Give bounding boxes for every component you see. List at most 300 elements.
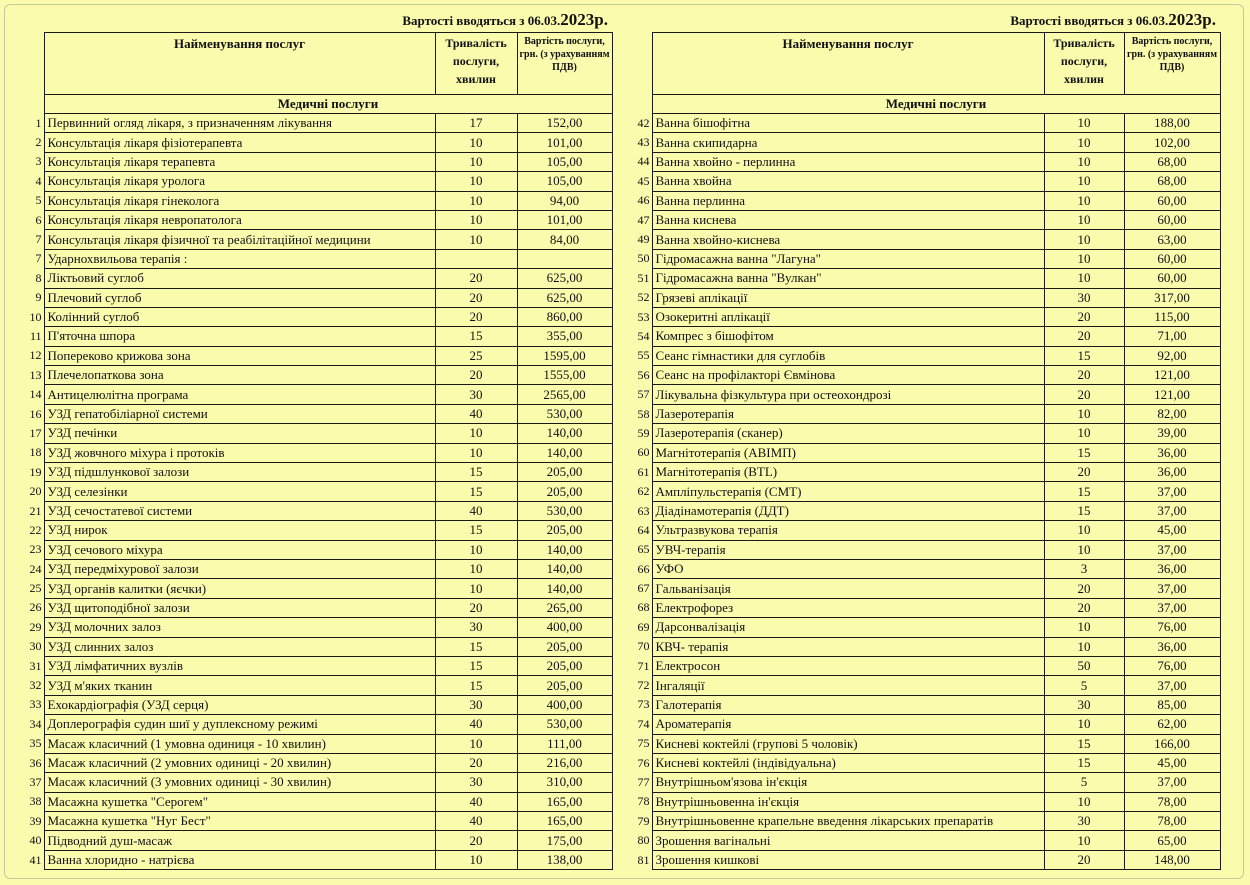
price-value: 216,00 bbox=[517, 753, 612, 772]
number-column-header bbox=[630, 33, 652, 95]
duration-value: 20 bbox=[1044, 579, 1124, 598]
table-row bbox=[630, 463, 1220, 482]
duration-value: 20 bbox=[1044, 385, 1124, 404]
table-row bbox=[20, 172, 612, 191]
row-number: 33 bbox=[29, 697, 42, 712]
service-name: Консультація лікаря невропатолога bbox=[44, 210, 435, 229]
service-name: Гальванізація bbox=[652, 579, 1044, 598]
duration-value: 10 bbox=[1044, 831, 1124, 850]
row-number: 36 bbox=[29, 755, 42, 770]
table-row bbox=[20, 734, 612, 753]
table-row bbox=[20, 482, 612, 501]
duration-value: 10 bbox=[1044, 133, 1124, 152]
table-row bbox=[20, 443, 612, 462]
table-row bbox=[630, 753, 1220, 772]
duration-value: 15 bbox=[435, 676, 517, 695]
row-number: 54 bbox=[637, 328, 650, 343]
service-name: Кисневі коктейлі (індівідуальна) bbox=[652, 753, 1044, 772]
duration-value: 10 bbox=[1044, 210, 1124, 229]
duration-value: 30 bbox=[435, 695, 517, 714]
service-name: Консультація лікаря фізичної та реабілітаційної медицини bbox=[44, 230, 435, 249]
price-value: 101,00 bbox=[517, 210, 612, 229]
price-value: 68,00 bbox=[1124, 172, 1220, 191]
price-value: 101,00 bbox=[517, 133, 612, 152]
row-number: 77 bbox=[637, 774, 650, 789]
duration-value: 30 bbox=[435, 618, 517, 637]
price-value: 82,00 bbox=[1124, 404, 1220, 423]
service-name: Магнітотерапія (АВІМП) bbox=[652, 443, 1044, 462]
service-name: Консультація лікаря уролога bbox=[44, 172, 435, 191]
price-value: 76,00 bbox=[1124, 656, 1220, 675]
duration-value: 20 bbox=[1044, 598, 1124, 617]
header-price: Вартість послуги, грн. (з урахуванням ПДВ) bbox=[517, 33, 612, 95]
row-number: 18 bbox=[29, 445, 42, 460]
price-value: 94,00 bbox=[517, 191, 612, 210]
price-value: 37,00 bbox=[1124, 598, 1220, 617]
duration-value: 15 bbox=[435, 656, 517, 675]
row-number: 6 bbox=[35, 212, 42, 227]
row-number: 39 bbox=[29, 813, 42, 828]
service-name: Ванна хвойна bbox=[652, 172, 1044, 191]
service-name: Масажна кушетка "Серогем" bbox=[44, 792, 435, 811]
price-value: 36,00 bbox=[1124, 443, 1220, 462]
price-value: 121,00 bbox=[1124, 385, 1220, 404]
price-value: 111,00 bbox=[517, 734, 612, 753]
duration-value: 15 bbox=[1044, 443, 1124, 462]
price-value: 148,00 bbox=[1124, 850, 1220, 869]
table-row bbox=[20, 773, 612, 792]
duration-value: 50 bbox=[1044, 656, 1124, 675]
row-number: 22 bbox=[29, 522, 42, 537]
row-number: 11 bbox=[29, 328, 42, 343]
service-name: Ванна хвойно-киснева bbox=[652, 230, 1044, 249]
service-name: Ехокардіографія (УЗД серця) bbox=[44, 695, 435, 714]
table-row bbox=[630, 346, 1220, 365]
duration-value: 10 bbox=[1044, 191, 1124, 210]
row-number: 79 bbox=[637, 813, 650, 828]
effective-date-left bbox=[20, 8, 612, 32]
table-row bbox=[630, 598, 1220, 617]
row-number: 78 bbox=[637, 794, 650, 809]
service-name: Дарсонвалізація bbox=[652, 618, 1044, 637]
row-number: 19 bbox=[29, 464, 42, 479]
price-value: 140,00 bbox=[517, 443, 612, 462]
table-row bbox=[630, 715, 1220, 734]
service-name: Сеанс гімнастики для суглобів bbox=[652, 346, 1044, 365]
price-value: 115,00 bbox=[1124, 307, 1220, 326]
service-name: Компрес з бішофітом bbox=[652, 327, 1044, 346]
duration-value: 20 bbox=[435, 288, 517, 307]
row-number: 76 bbox=[637, 755, 650, 770]
service-name: Зрошення вагінальні bbox=[652, 831, 1044, 850]
duration-value: 10 bbox=[1044, 404, 1124, 423]
table-row bbox=[20, 618, 612, 637]
table-row bbox=[20, 850, 612, 869]
table-row bbox=[20, 288, 612, 307]
row-number: 41 bbox=[29, 852, 42, 867]
duration-value: 30 bbox=[435, 385, 517, 404]
price-value: 400,00 bbox=[517, 695, 612, 714]
duration-value: 40 bbox=[435, 812, 517, 831]
price-value: 60,00 bbox=[1124, 210, 1220, 229]
price-value: 45,00 bbox=[1124, 521, 1220, 540]
row-number: 17 bbox=[29, 425, 42, 440]
row-number: 47 bbox=[637, 212, 650, 227]
service-name: Ударнохвильова терапія : bbox=[44, 249, 435, 268]
service-name: Лікувальна фізкультура при остеохондрозі bbox=[652, 385, 1044, 404]
row-number: 37 bbox=[29, 774, 42, 789]
price-value: 37,00 bbox=[1124, 482, 1220, 501]
service-name: Масаж класичний (1 умовна одиниця - 10 хвилин) bbox=[44, 734, 435, 753]
table-row bbox=[630, 559, 1220, 578]
table-row bbox=[630, 191, 1220, 210]
service-name: Сеанс на профілакторі Євмінова bbox=[652, 366, 1044, 385]
table-row bbox=[630, 637, 1220, 656]
price-value: 530,00 bbox=[517, 715, 612, 734]
row-number: 42 bbox=[637, 115, 650, 130]
row-number: 62 bbox=[637, 484, 650, 499]
price-value: 530,00 bbox=[517, 501, 612, 520]
table-row bbox=[20, 559, 612, 578]
duration-value: 20 bbox=[435, 307, 517, 326]
service-name: УЗД щитоподібної залози bbox=[44, 598, 435, 617]
price-value: 152,00 bbox=[517, 114, 612, 133]
duration-value: 20 bbox=[1044, 463, 1124, 482]
duration-value: 20 bbox=[435, 598, 517, 617]
duration-value: 10 bbox=[1044, 540, 1124, 559]
row-number: 14 bbox=[29, 387, 42, 402]
price-value: 188,00 bbox=[1124, 114, 1220, 133]
duration-value: 30 bbox=[435, 773, 517, 792]
duration-value: 40 bbox=[435, 792, 517, 811]
row-number: 34 bbox=[29, 716, 42, 731]
price-value: 1595,00 bbox=[517, 346, 612, 365]
table-row bbox=[630, 773, 1220, 792]
table-row bbox=[20, 404, 612, 423]
services-table-left bbox=[20, 32, 613, 870]
row-number: 2 bbox=[35, 135, 42, 150]
effective-date-year: 2023р. bbox=[1168, 10, 1216, 29]
row-number: 9 bbox=[35, 290, 42, 305]
service-name: Масаж класичний (3 умовних одиниці - 30 хвилин) bbox=[44, 773, 435, 792]
duration-value: 20 bbox=[435, 753, 517, 772]
price-value: 39,00 bbox=[1124, 424, 1220, 443]
price-value: 84,00 bbox=[517, 230, 612, 249]
table-row bbox=[20, 385, 612, 404]
duration-value: 10 bbox=[1044, 424, 1124, 443]
table-row bbox=[20, 269, 612, 288]
service-name: УЗД сечового міхура bbox=[44, 540, 435, 559]
service-name: Підводний душ-масаж bbox=[44, 831, 435, 850]
table-row bbox=[20, 327, 612, 346]
table-row bbox=[630, 443, 1220, 462]
price-value: 625,00 bbox=[517, 269, 612, 288]
service-name: УЗД передміхурової залози bbox=[44, 559, 435, 578]
duration-value: 40 bbox=[435, 404, 517, 423]
duration-value bbox=[435, 249, 517, 268]
row-number: 72 bbox=[637, 678, 650, 693]
row-number: 67 bbox=[637, 581, 650, 596]
row-number: 40 bbox=[29, 833, 42, 848]
price-value: 102,00 bbox=[1124, 133, 1220, 152]
table-row bbox=[20, 152, 612, 171]
section-title: Медичні послуги bbox=[44, 95, 612, 114]
row-number: 5 bbox=[35, 193, 42, 208]
table-header-row bbox=[20, 33, 612, 95]
service-name: Гідромасажна ванна "Лагуна" bbox=[652, 249, 1044, 268]
service-name: Внутрішньом'язова ін'єкція bbox=[652, 773, 1044, 792]
duration-value: 10 bbox=[1044, 172, 1124, 191]
table-row bbox=[20, 346, 612, 365]
service-name: Консультація лікаря фізіотерапевта bbox=[44, 133, 435, 152]
table-row bbox=[630, 734, 1220, 753]
service-name: Антицелюлітна програма bbox=[44, 385, 435, 404]
table-row bbox=[630, 676, 1220, 695]
row-number: 49 bbox=[637, 232, 650, 247]
price-value: 105,00 bbox=[517, 172, 612, 191]
service-name: Зрошення кишкові bbox=[652, 850, 1044, 869]
price-value: 71,00 bbox=[1124, 327, 1220, 346]
duration-value: 10 bbox=[435, 210, 517, 229]
row-number: 64 bbox=[637, 522, 650, 537]
table-row bbox=[630, 501, 1220, 520]
price-value: 205,00 bbox=[517, 637, 612, 656]
duration-value: 20 bbox=[435, 366, 517, 385]
price-value: 78,00 bbox=[1124, 792, 1220, 811]
duration-value: 10 bbox=[435, 579, 517, 598]
service-name: Ванна хлоридно - натрієва bbox=[44, 850, 435, 869]
header-service-name: Найменування послуг bbox=[44, 33, 435, 95]
row-number: 74 bbox=[637, 716, 650, 731]
service-name: Ароматерапія bbox=[652, 715, 1044, 734]
service-name: Ванна хвойно - перлинна bbox=[652, 152, 1044, 171]
table-row bbox=[630, 269, 1220, 288]
row-number: 30 bbox=[29, 639, 42, 654]
row-number: 38 bbox=[29, 794, 42, 809]
effective-date-right bbox=[630, 8, 1220, 32]
price-value: 140,00 bbox=[517, 424, 612, 443]
service-name: Гідромасажна ванна "Вулкан" bbox=[652, 269, 1044, 288]
service-name: Плечовий суглоб bbox=[44, 288, 435, 307]
service-name: УЗД жовчного міхура і протоків bbox=[44, 443, 435, 462]
duration-value: 15 bbox=[1044, 346, 1124, 365]
price-value: 625,00 bbox=[517, 288, 612, 307]
number-column-header bbox=[20, 33, 44, 95]
service-name: Лазеротерапія bbox=[652, 404, 1044, 423]
row-number: 51 bbox=[637, 270, 650, 285]
service-name: Лазеротерапія (сканер) bbox=[652, 424, 1044, 443]
price-value: 78,00 bbox=[1124, 812, 1220, 831]
service-name: УЗД молочних залоз bbox=[44, 618, 435, 637]
header-service-name: Найменування послуг bbox=[652, 33, 1044, 95]
table-row bbox=[20, 715, 612, 734]
duration-value: 10 bbox=[435, 540, 517, 559]
row-number: 8 bbox=[35, 270, 42, 285]
duration-value: 15 bbox=[1044, 753, 1124, 772]
price-value: 165,00 bbox=[517, 812, 612, 831]
service-name: УЗД печінки bbox=[44, 424, 435, 443]
table-row bbox=[20, 307, 612, 326]
table-row bbox=[630, 366, 1220, 385]
service-name: Колінний суглоб bbox=[44, 307, 435, 326]
effective-date-prefix: Вартості вводяться з 06.03. bbox=[402, 13, 561, 28]
price-value: 166,00 bbox=[1124, 734, 1220, 753]
table-row bbox=[20, 831, 612, 850]
duration-value: 40 bbox=[435, 715, 517, 734]
price-value: 317,00 bbox=[1124, 288, 1220, 307]
service-name: УЗД гепатобіліарної системи bbox=[44, 404, 435, 423]
price-value: 2565,00 bbox=[517, 385, 612, 404]
duration-value: 17 bbox=[435, 114, 517, 133]
price-value: 37,00 bbox=[1124, 501, 1220, 520]
service-name: Діадінамотерапія (ДДТ) bbox=[652, 501, 1044, 520]
duration-value: 15 bbox=[1044, 482, 1124, 501]
table-row bbox=[20, 424, 612, 443]
duration-value: 30 bbox=[1044, 288, 1124, 307]
table-row bbox=[20, 812, 612, 831]
row-number: 61 bbox=[637, 464, 650, 479]
table-row bbox=[630, 656, 1220, 675]
table-row bbox=[20, 676, 612, 695]
service-name: Ванна бішофітна bbox=[652, 114, 1044, 133]
row-number: 75 bbox=[637, 736, 650, 751]
header-price: Вартість послуги, грн. (з урахуванням ПДВ) bbox=[1124, 33, 1220, 95]
price-value: 140,00 bbox=[517, 540, 612, 559]
row-number: 21 bbox=[29, 503, 42, 518]
service-name: УЗД нирок bbox=[44, 521, 435, 540]
table-row bbox=[630, 850, 1220, 869]
table-row bbox=[630, 210, 1220, 229]
row-number: 57 bbox=[637, 387, 650, 402]
row-number: 60 bbox=[637, 445, 650, 460]
section-row bbox=[20, 95, 612, 114]
table-row bbox=[20, 230, 612, 249]
price-value: 205,00 bbox=[517, 463, 612, 482]
row-number: 66 bbox=[637, 561, 650, 576]
service-name: УЗД селезінки bbox=[44, 482, 435, 501]
service-name: Ванна перлинна bbox=[652, 191, 1044, 210]
duration-value: 10 bbox=[1044, 230, 1124, 249]
duration-value: 10 bbox=[1044, 249, 1124, 268]
price-value: 138,00 bbox=[517, 850, 612, 869]
duration-value: 20 bbox=[435, 831, 517, 850]
price-value: 205,00 bbox=[517, 521, 612, 540]
price-value: 1555,00 bbox=[517, 366, 612, 385]
duration-value: 10 bbox=[435, 850, 517, 869]
row-number: 68 bbox=[637, 600, 650, 615]
service-name: Інгаляції bbox=[652, 676, 1044, 695]
price-list-right bbox=[630, 8, 1220, 870]
service-name: УЗД сечостатевої системи bbox=[44, 501, 435, 520]
table-row bbox=[20, 133, 612, 152]
duration-value: 15 bbox=[435, 327, 517, 346]
service-name: Внутрішньовенна ін'єкція bbox=[652, 792, 1044, 811]
row-number: 58 bbox=[637, 406, 650, 421]
row-number: 44 bbox=[637, 154, 650, 169]
duration-value: 15 bbox=[435, 463, 517, 482]
table-row bbox=[20, 695, 612, 714]
price-value: 165,00 bbox=[517, 792, 612, 811]
table-row bbox=[630, 831, 1220, 850]
price-value: 63,00 bbox=[1124, 230, 1220, 249]
price-value: 36,00 bbox=[1124, 463, 1220, 482]
price-value: 400,00 bbox=[517, 618, 612, 637]
row-number: 4 bbox=[35, 173, 42, 188]
duration-value: 10 bbox=[1044, 269, 1124, 288]
duration-value: 10 bbox=[435, 172, 517, 191]
table-row bbox=[630, 812, 1220, 831]
row-number: 29 bbox=[29, 619, 42, 634]
row-number: 26 bbox=[29, 600, 42, 615]
service-name: УЗД слинних залоз bbox=[44, 637, 435, 656]
table-row bbox=[630, 152, 1220, 171]
table-header-row bbox=[630, 33, 1220, 95]
service-name: УЗД м'яких тканин bbox=[44, 676, 435, 695]
service-name: Ванна скипидарна bbox=[652, 133, 1044, 152]
table-row bbox=[630, 327, 1220, 346]
table-row bbox=[20, 521, 612, 540]
price-value: 105,00 bbox=[517, 152, 612, 171]
service-name: КВЧ- терапія bbox=[652, 637, 1044, 656]
row-number: 7 bbox=[35, 232, 42, 247]
service-name: УЗД органів калитки (яєчки) bbox=[44, 579, 435, 598]
price-value: 37,00 bbox=[1124, 773, 1220, 792]
duration-value: 10 bbox=[1044, 521, 1124, 540]
service-name: Електросон bbox=[652, 656, 1044, 675]
price-value: 175,00 bbox=[517, 831, 612, 850]
duration-value: 40 bbox=[435, 501, 517, 520]
duration-value: 20 bbox=[1044, 850, 1124, 869]
row-number: 81 bbox=[637, 852, 650, 867]
duration-value: 10 bbox=[1044, 637, 1124, 656]
row-number: 20 bbox=[29, 484, 42, 499]
row-number: 80 bbox=[637, 833, 650, 848]
table-row bbox=[630, 172, 1220, 191]
row-number: 50 bbox=[637, 251, 650, 266]
header-duration: Тривалість послуги, хвилин bbox=[435, 33, 517, 95]
table-row bbox=[20, 463, 612, 482]
duration-value: 25 bbox=[435, 346, 517, 365]
row-number: 7 bbox=[35, 251, 42, 266]
table-row bbox=[630, 695, 1220, 714]
service-name: УЗД підшлункової залози bbox=[44, 463, 435, 482]
service-name: Масажна кушетка "Нуг Бест" bbox=[44, 812, 435, 831]
table-row bbox=[630, 230, 1220, 249]
service-name: Ампліпульстерапія (СМТ) bbox=[652, 482, 1044, 501]
service-name: Консультація лікаря терапевта bbox=[44, 152, 435, 171]
duration-value: 10 bbox=[435, 734, 517, 753]
duration-value: 5 bbox=[1044, 773, 1124, 792]
row-number: 32 bbox=[29, 678, 42, 693]
duration-value: 10 bbox=[1044, 715, 1124, 734]
table-row bbox=[20, 792, 612, 811]
service-name: Внутрішньовенне крапельне введення лікарських препаратів bbox=[652, 812, 1044, 831]
price-value: 37,00 bbox=[1124, 540, 1220, 559]
row-number: 12 bbox=[29, 348, 42, 363]
table-row bbox=[630, 792, 1220, 811]
row-number: 65 bbox=[637, 542, 650, 557]
price-value: 65,00 bbox=[1124, 831, 1220, 850]
table-row bbox=[630, 249, 1220, 268]
service-name: Ліктьовий суглоб bbox=[44, 269, 435, 288]
row-number: 23 bbox=[29, 542, 42, 557]
row-number: 10 bbox=[29, 309, 42, 324]
price-value: 62,00 bbox=[1124, 715, 1220, 734]
services-table-right bbox=[630, 32, 1221, 870]
duration-value: 30 bbox=[1044, 695, 1124, 714]
price-value: 860,00 bbox=[517, 307, 612, 326]
service-name: Галотерапія bbox=[652, 695, 1044, 714]
